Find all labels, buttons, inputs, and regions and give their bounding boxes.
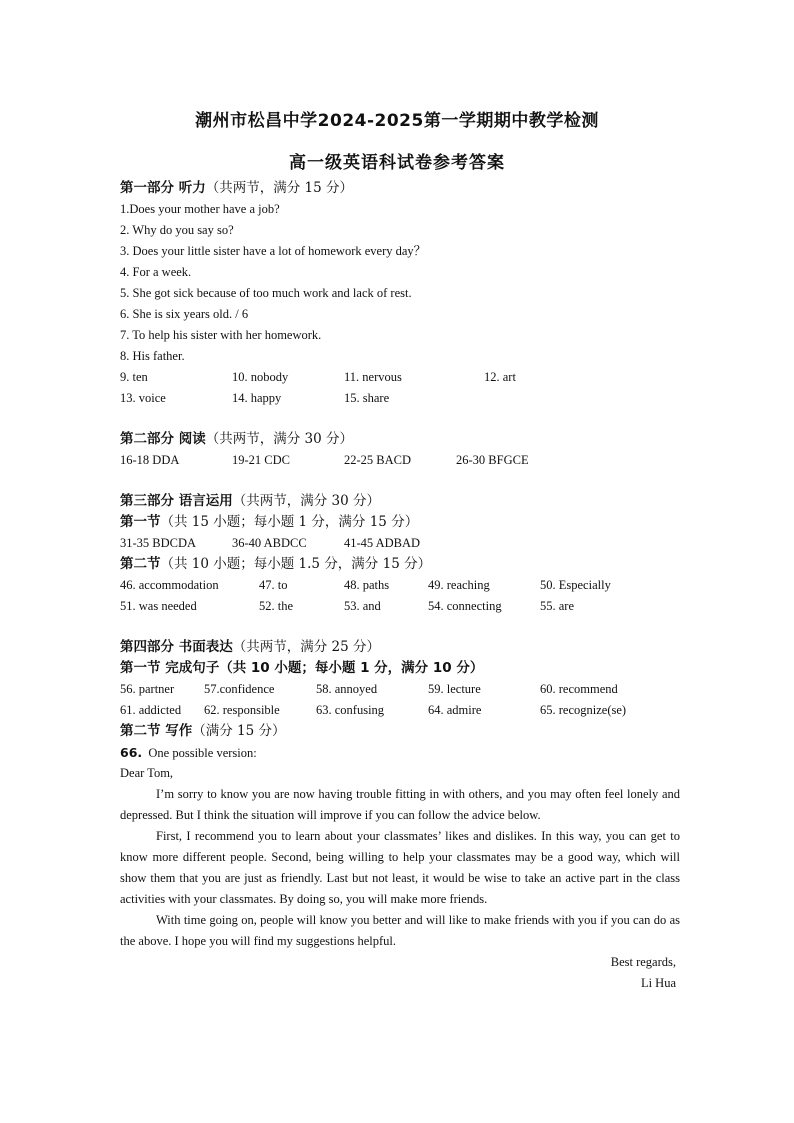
part1-answer: 5. She got sick because of too much work and lack of rest. bbox=[120, 286, 412, 300]
section-note: （共 15 小题；每小题 1 分，满分 15 分） bbox=[160, 514, 419, 530]
part4-heading-note: （共两节，满分 25 分） bbox=[232, 639, 380, 655]
answer-content bbox=[120, 178, 680, 994]
part1-heading bbox=[120, 178, 680, 199]
part1-answer: 3. Does your little sister have a lot of homework every day？ bbox=[120, 244, 427, 258]
part4-heading-label: 第四部分 书面表达 bbox=[120, 639, 233, 655]
letter-signature: Li Hua bbox=[640, 976, 676, 990]
part2-answer-row bbox=[120, 450, 680, 471]
section-label: 第一节 完成句子（共 10 小题；每小题 1 分，满分 10 分） bbox=[120, 660, 484, 676]
answer-item: 14. happy bbox=[232, 391, 282, 405]
answer-item: 13. voice bbox=[120, 391, 166, 405]
part3-heading bbox=[120, 491, 680, 512]
part4-heading bbox=[120, 637, 680, 658]
answer-item: 65. recognize(se) bbox=[540, 703, 627, 717]
answer-item: 41-45 ADBAD bbox=[344, 536, 421, 550]
answer-item: 61. addicted bbox=[120, 703, 182, 717]
part4-section2-heading bbox=[120, 721, 680, 742]
part3-section2-row bbox=[120, 575, 680, 596]
answer-item: 53. and bbox=[344, 599, 381, 613]
part4-section1-row bbox=[120, 700, 680, 721]
letter-paragraph: First, I recommend you to learn about your classmates’ likes and dislikes. In this way, you can get to know more different people. Second, being willing to help your classmates may be a good way, which will show them that you are just as friendly. Last but not least, it would be wise to take an active part in the class activities with your classmates. By doing so, you will make more friends. bbox=[120, 829, 680, 906]
answer-item: 31-35 BDCDA bbox=[120, 536, 197, 550]
part3-section1-row bbox=[120, 533, 680, 554]
answer-item: 26-30 BFGCE bbox=[456, 453, 529, 467]
part2-heading bbox=[120, 429, 680, 450]
section-label: 第一节 bbox=[120, 514, 161, 530]
answer-item: 64. admire bbox=[428, 703, 482, 717]
section-label: 第二节 写作 bbox=[120, 723, 193, 739]
letter-closing: Best regards, bbox=[610, 955, 676, 969]
answer-item: 56. partner bbox=[120, 682, 175, 696]
section-label: 第二节 bbox=[120, 556, 161, 572]
part3-heading-label: 第三部分 语言运用 bbox=[120, 493, 233, 509]
part4-section1-heading bbox=[120, 658, 680, 679]
part1-answer: 6. She is six years old. / 6 bbox=[120, 307, 249, 321]
part1-answer: 8. His father. bbox=[120, 349, 185, 363]
answer-item: 55. are bbox=[540, 599, 575, 613]
page-title: 潮州市松昌中学2024-2025第一学期期中教学检测 bbox=[195, 111, 599, 131]
answer-item: 36-40 ABDCC bbox=[232, 536, 307, 550]
part1-answer-row bbox=[120, 388, 680, 409]
part2-heading-note: （共两节，满分 30 分） bbox=[205, 431, 353, 447]
answer-item: 10. nobody bbox=[232, 370, 289, 384]
answer-item: 57.confidence bbox=[204, 682, 275, 696]
part3-section2-row bbox=[120, 596, 680, 617]
answer-item: 48. paths bbox=[344, 578, 390, 592]
answer-item: 63. confusing bbox=[316, 703, 385, 717]
answer-item: 59. lecture bbox=[428, 682, 481, 696]
part3-heading-note: （共两节，满分 30 分） bbox=[232, 493, 380, 509]
section-note: （共 10 小题；每小题 1.5 分，满分 15 分） bbox=[160, 556, 432, 572]
part1-answer-row bbox=[120, 367, 680, 388]
answer-item: 54. connecting bbox=[428, 599, 502, 613]
part4-section1-row bbox=[120, 679, 680, 700]
part1-answer: 1.Does your mother have a job? bbox=[120, 202, 280, 216]
answer-item: 19-21 CDC bbox=[232, 453, 290, 467]
answer-item: 47. to bbox=[259, 578, 288, 592]
answer-item: 58. annoyed bbox=[316, 682, 378, 696]
letter-paragraph: I’m sorry to know you are now having trouble fitting in with others, and you may often feel lonely and depressed. But I think the situation will improve if you can follow the advice below. bbox=[120, 787, 680, 822]
answer-item: 60. recommend bbox=[540, 682, 618, 696]
section-note: （满分 15 分） bbox=[192, 723, 286, 739]
answer-item: 15. share bbox=[344, 391, 390, 405]
part3-section2-heading bbox=[120, 554, 680, 575]
part1-answer: 7. To help his sister with her homework. bbox=[120, 328, 322, 342]
answer-item: 46. accommodation bbox=[120, 578, 219, 592]
part2-heading-label: 第二部分 阅读 bbox=[120, 431, 206, 447]
answer-item: 9. ten bbox=[120, 370, 148, 384]
part1-answer: 2. Why do you say so? bbox=[120, 223, 234, 237]
version-label: One possible version: bbox=[148, 746, 257, 760]
question-number: 66. bbox=[120, 745, 143, 760]
answer-item: 16-18 DDA bbox=[120, 453, 180, 467]
answer-item: 50. Especially bbox=[540, 578, 611, 592]
answer-item: 49. reaching bbox=[428, 578, 490, 592]
letter-greeting: Dear Tom, bbox=[120, 766, 174, 780]
part1-heading-label: 第一部分 听力 bbox=[120, 180, 206, 196]
letter-paragraph: With time going on, people will know you better and will like to make friends with you if you can do as the above. I hope you will find my suggestions helpful. bbox=[120, 913, 680, 948]
writing-version-line bbox=[120, 742, 680, 763]
part3-section1-heading bbox=[120, 512, 680, 533]
page-subtitle: 高一级英语科试卷参考答案 bbox=[289, 153, 505, 173]
answer-item: 51. was needed bbox=[120, 599, 197, 613]
answer-item: 62. responsible bbox=[204, 703, 280, 717]
part1-answer: 4. For a week. bbox=[120, 265, 192, 279]
part1-heading-note: （共两节，满分 15 分） bbox=[205, 180, 353, 196]
answer-item: 11. nervous bbox=[344, 370, 402, 384]
answer-item: 52. the bbox=[259, 599, 294, 613]
answer-item: 12. art bbox=[484, 370, 516, 384]
answer-item: 22-25 BACD bbox=[344, 453, 412, 467]
